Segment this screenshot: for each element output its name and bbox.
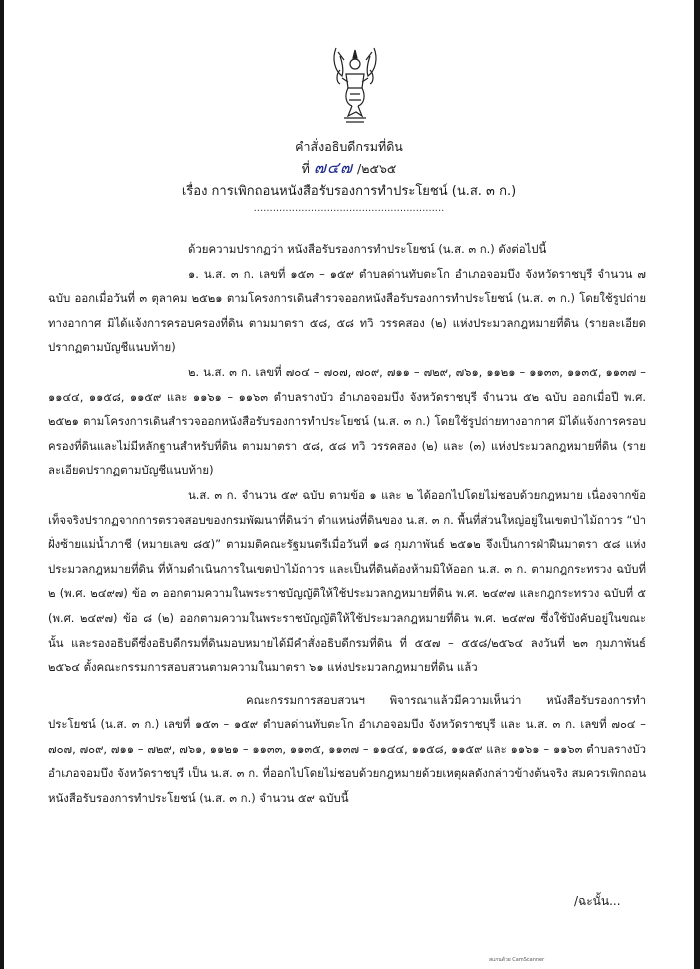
garuda-emblem-icon (330, 44, 380, 130)
paragraph-item-1: ๑. น.ส. ๓ ก. เลขที่ ๑๕๓ – ๑๕๙ ตำบลด่านทับตะโก อำเภอจอมบึง จังหวัดราชบุรี จำนวน ๗ ฉบับ ออกเมื่อวันที่ ๓ ตุลาคม ๒๕๒๑ ตามโครงการเดินสำรวจออกหนังสือรับรองการทำประโยชน์ (น.ส. ๓ ก.) โดยใช้รูปถ่ายทางอากาศ มิได้แจ้งการครอบครองที่ดิน ตามมาตรา ๕๘, ๕๘ ทวิ วรรคสอง (๒) แห่งประมวลกฎหมายที่ดิน (รายละเอียดปรากฏตามบัญชีแนบท้าย) (48, 266, 646, 355)
number-prefix: ที่ (301, 161, 310, 176)
order-body (48, 237, 646, 811)
number-year: /๒๕๖๕ (357, 161, 397, 176)
paragraph-item-2: ๒. น.ส. ๓ ก. เลขที่ ๗๐๔ – ๗๐๗, ๗๐๙, ๗๑๑ – ๗๒๙, ๗๖๑, ๑๑๒๑ – ๑๑๓๓, ๑๑๓๕, ๑๑๓๗ – ๑๑๔๔, ๑๑๕๘, ๑๑๕๙ และ ๑๑๖๑ – ๑๑๖๓ ตำบลรางบัว อำเภอจอมบึง จังหวัดราชบุรี จำนวน ๕๒ ฉบับ ออกเมื่อปี พ.ศ. ๒๕๒๑ ตามโครงการเดินสำรวจออกหนังสือรับรองการทำประโยชน์ (น.ส. ๓ ก.) โดยใช้รูปถ่ายทางอากาศ มิได้แจ้งการครอบครองที่ดินและไม่มีหลักฐานสำหรับที่ดิน ตามมาตรา ๕๘, ๕๘ ทวิ วรรคสอง (๒) และ (๓) แห่งประมวลกฎหมายที่ดิน (รายละเอียดปรากฏตามบัญชีแนบท้าย) (48, 364, 646, 478)
paragraph-reason: น.ส. ๓ ก. จำนวน ๕๙ ฉบับ ตามข้อ ๑ และ ๒ ได้ออกไปโดยไม่ชอบด้วยกฎหมาย เนื่องจากข้อเท็จจริงปรากฏจากการตรวจสอบของกรมพัฒนาที่ดินว่า ตำแหน่งที่ดินของ น.ส. ๓ ก. พื้นที่ส่วนใหญ่อยู่ในเขตป่าไม้ถาวร “ป่าฝั่งซ้ายแม่น้ำภาชี (หมายเลข ๘๕)” ตามมติคณะรัฐมนตรีเมื่อวันที่ ๑๘ กุมภาพันธ์ ๒๕๑๒ จึงเป็นการฝ่าฝืนมาตรา ๕๘ แห่งประมวลกฎหมายที่ดิน ที่ห้ามดำเนินการในเขตป่าไม้ถาวร และเป็นที่ดินต้องห้ามมิให้ออก น.ส. ๓ ก. ตามกฎกระทรวง ฉบับที่ ๒ (พ.ศ. ๒๔๙๗) ข้อ ๓ ออกตามความในพระราชบัญญัติให้ใช้ประมวลกฎหมายที่ดิน พ.ศ. ๒๔๙๗ และกฎกระทรวง ฉบับที่ ๕ (พ.ศ. ๒๔๙๗) ข้อ ๘ (๒) ออกตามความในพระราชบัญญัติให้ใช้ประมวลกฎหมายที่ดิน พ.ศ. ๒๔๙๗ ซึ่งใช้บังคับอยู่ในขณะนั้น และรองอธิบดีซึ่งอธิบดีกรมที่ดินมอบหมายได้มีคำสั่งอธิบดีกรมที่ดิน ที่ ๕๕๗ – ๕๕๘/๒๕๖๔ ลงวันที่ ๒๓ กุมภาพันธ์ ๒๕๖๔ ตั้งคณะกรรมการสอบสวนตามความในมาตรา ๖๑ แห่งประมวลกฎหมายที่ดิน แล้ว (48, 487, 646, 675)
scanner-watermark: สแกนด้วย CamScanner (489, 957, 545, 963)
continued-marker: /ฉะนั้น... (574, 894, 621, 908)
paragraph-committee-opinion: คณะกรรมการสอบสวนฯ พิจารณาแล้วมีความเห็นว่า หนังสือรับรองการทำประโยชน์ (น.ส. ๓ ก.) เลขที่ ๑๕๓ – ๑๕๙ ตำบลด่านทับตะโก อำเภอจอมบึง จังหวัดราชบุรี และ น.ส. ๓ ก. เลขที่ ๗๐๔ – ๗๐๗, ๗๐๙, ๗๑๑ – ๗๒๙, ๗๖๑, ๑๑๒๑ – ๑๑๓๓, ๑๑๓๕, ๑๑๓๗ – ๑๑๔๔, ๑๑๕๘, ๑๑๕๙ และ ๑๑๖๑ – ๑๑๖๓ ตำบลรางบัว อำเภอจอมบึง จังหวัดราชบุรี เป็น น.ส. ๓ ก. ที่ออกไปโดยไม่ชอบด้วยกฎหมายด้วยเหตุผลดังกล่าวข้างต้นจริง สมควรเพิกถอนหนังสือรับรองการทำประโยชน์ (น.ส. ๓ ก.) จำนวน ๕๙ ฉบับนี้ (48, 692, 646, 806)
paragraph-intro: ด้วยความปรากฏว่า หนังสือรับรองการทำประโยชน์ (น.ส. ๓ ก.) ดังต่อไปนี้ (188, 242, 547, 256)
separator-line: ............................................................ (253, 203, 445, 214)
order-title: คำสั่งอธิบดีกรมที่ดิน (295, 139, 403, 154)
order-number (4, 156, 694, 181)
document-page (4, 0, 694, 969)
order-subject: เรื่อง การเพิกถอนหนังสือรับรองการทำประโยชน์ (น.ส. ๓ ก.) (181, 184, 517, 199)
handwritten-number: ๗๔๗ (313, 158, 354, 177)
